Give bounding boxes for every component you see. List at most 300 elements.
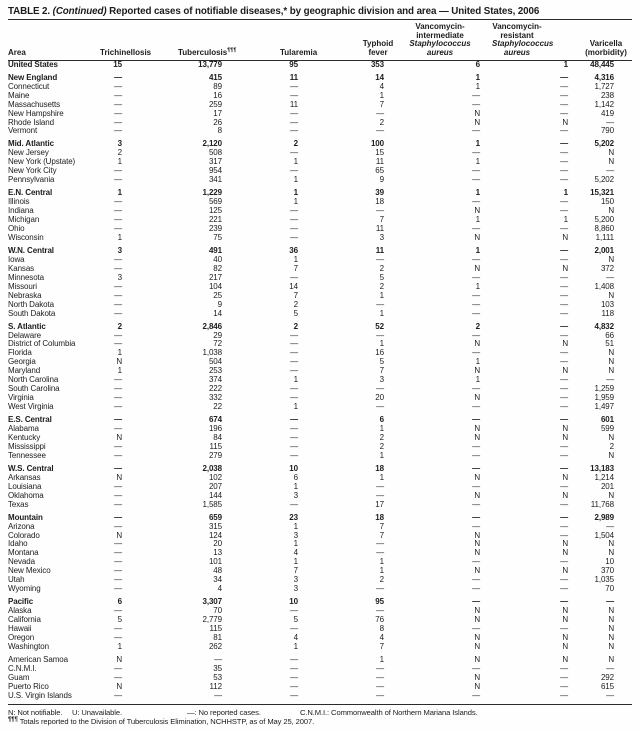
value-cell: 1 bbox=[293, 197, 298, 207]
value-cell: 2 bbox=[475, 321, 480, 331]
value-cell: 292 bbox=[600, 672, 614, 682]
value-cell: — bbox=[472, 690, 480, 700]
area-cell: W.N. Central bbox=[8, 245, 54, 255]
value-cell: — bbox=[376, 481, 384, 491]
value-cell: 1 bbox=[117, 641, 122, 651]
value-cell: N bbox=[474, 539, 480, 549]
value-cell: 15 bbox=[375, 148, 384, 158]
value-cell: 1 bbox=[379, 557, 384, 567]
value-cell: — bbox=[290, 166, 298, 176]
value-cell: 2 bbox=[379, 281, 384, 291]
value-cell: — bbox=[560, 281, 568, 291]
area-cell: Pacific bbox=[8, 597, 34, 607]
value-cell: 5 bbox=[117, 615, 122, 625]
table-row bbox=[8, 301, 632, 310]
value-cell: 1 bbox=[563, 188, 568, 198]
value-cell: — bbox=[560, 481, 568, 491]
value-cell: 14 bbox=[289, 281, 298, 291]
value-cell: N bbox=[608, 432, 614, 442]
footnote-not-notifiable: N: Not notifiable. bbox=[8, 707, 63, 717]
value-cell: 1 bbox=[293, 254, 298, 264]
value-cell: 11,768 bbox=[590, 499, 614, 509]
value-cell: — bbox=[290, 224, 298, 234]
value-cell: 239 bbox=[208, 224, 222, 234]
value-cell: N bbox=[116, 681, 122, 691]
value-cell: N bbox=[562, 539, 568, 549]
value-cell: 1 bbox=[379, 450, 384, 460]
value-cell: N bbox=[562, 606, 568, 616]
area-cell: E.S. Central bbox=[8, 415, 52, 425]
value-cell: — bbox=[376, 108, 384, 118]
value-cell: 615 bbox=[600, 681, 614, 691]
value-cell: — bbox=[290, 654, 298, 664]
column-header-area: Area bbox=[8, 20, 76, 60]
value-cell: 1 bbox=[117, 232, 122, 242]
value-cell: 81 bbox=[213, 633, 222, 642]
area-cell: North Dakota bbox=[8, 299, 54, 309]
table-row bbox=[8, 101, 632, 110]
area-cell: Iowa bbox=[8, 254, 25, 264]
value-cell: N bbox=[474, 530, 480, 540]
value-cell: 3 bbox=[293, 530, 298, 540]
value-cell: — bbox=[114, 126, 122, 136]
value-cell: N bbox=[474, 206, 480, 216]
area-cell: Guam bbox=[8, 672, 30, 682]
value-cell: — bbox=[290, 441, 298, 451]
value-cell: — bbox=[114, 90, 122, 100]
value-cell: 5 bbox=[293, 308, 298, 318]
value-cell: — bbox=[290, 606, 298, 616]
value-cell: — bbox=[472, 597, 480, 607]
value-cell: 1,585 bbox=[202, 499, 222, 509]
value-cell: 6 bbox=[379, 415, 384, 425]
value-cell: N bbox=[608, 148, 614, 158]
value-cell: 10 bbox=[605, 557, 614, 567]
value-cell: — bbox=[290, 690, 298, 700]
value-cell: 315 bbox=[208, 521, 222, 531]
area-cell: Oklahoma bbox=[8, 490, 44, 500]
value-cell: 1 bbox=[475, 215, 480, 225]
value-cell: 353 bbox=[370, 59, 384, 69]
area-cell: Minnesota bbox=[8, 272, 45, 282]
table-row bbox=[8, 127, 632, 136]
value-cell: — bbox=[472, 384, 480, 394]
table-body bbox=[8, 60, 632, 700]
footnote-marker: ¶¶¶ bbox=[227, 47, 237, 54]
value-cell: — bbox=[376, 681, 384, 691]
value-cell: 1,727 bbox=[594, 81, 614, 91]
value-cell: — bbox=[472, 254, 480, 264]
value-cell: — bbox=[114, 548, 122, 558]
value-cell: — bbox=[472, 90, 480, 100]
value-cell: 15 bbox=[113, 59, 122, 69]
area-cell: Mountain bbox=[8, 512, 43, 522]
value-cell: — bbox=[560, 81, 568, 91]
value-cell: — bbox=[290, 232, 298, 242]
value-cell: N bbox=[562, 548, 568, 558]
value-cell: — bbox=[376, 206, 384, 216]
value-cell: 659 bbox=[208, 512, 222, 522]
value-cell: 51 bbox=[605, 339, 614, 349]
table-row bbox=[8, 474, 632, 483]
value-cell: — bbox=[290, 108, 298, 118]
value-cell: — bbox=[290, 357, 298, 367]
value-cell: — bbox=[290, 117, 298, 127]
table-row bbox=[8, 434, 632, 443]
value-cell: — bbox=[560, 530, 568, 540]
value-cell: N bbox=[474, 681, 480, 691]
value-cell: — bbox=[560, 499, 568, 509]
value-cell: 1 bbox=[475, 357, 480, 367]
value-cell: 3 bbox=[293, 490, 298, 500]
value-cell: N bbox=[608, 366, 614, 376]
area-cell: Michigan bbox=[8, 215, 40, 225]
value-cell: — bbox=[114, 290, 122, 300]
table-row bbox=[8, 532, 632, 541]
value-cell: — bbox=[560, 402, 568, 412]
value-cell: 53 bbox=[213, 672, 222, 682]
value-cell: 1,035 bbox=[594, 575, 614, 585]
value-cell: 790 bbox=[600, 126, 614, 136]
table-row bbox=[8, 70, 632, 83]
value-cell: 1 bbox=[379, 339, 384, 349]
value-cell: 2 bbox=[609, 441, 614, 451]
table-row bbox=[8, 167, 632, 176]
value-cell: 1 bbox=[117, 157, 122, 167]
value-cell: N bbox=[562, 117, 568, 127]
table-row bbox=[8, 92, 632, 101]
value-cell: — bbox=[114, 499, 122, 509]
value-cell: — bbox=[214, 654, 222, 664]
value-cell: 2 bbox=[379, 263, 384, 273]
value-cell: — bbox=[114, 384, 122, 394]
table-row bbox=[8, 225, 632, 234]
value-cell: 1,142 bbox=[594, 99, 614, 109]
table-row bbox=[8, 234, 632, 243]
table-row bbox=[8, 483, 632, 492]
table-row bbox=[8, 60, 632, 69]
value-cell: — bbox=[560, 521, 568, 531]
value-cell: — bbox=[472, 512, 480, 522]
value-cell: 102 bbox=[208, 472, 222, 482]
value-cell: N bbox=[474, 432, 480, 442]
table-row bbox=[8, 594, 632, 607]
value-cell: 7 bbox=[293, 290, 298, 300]
value-cell: 36 bbox=[289, 245, 298, 255]
value-cell: 201 bbox=[600, 481, 614, 491]
table-row bbox=[8, 376, 632, 385]
area-cell: New Mexico bbox=[8, 566, 51, 576]
table-row bbox=[8, 576, 632, 585]
value-cell: 2 bbox=[117, 321, 122, 331]
value-cell: — bbox=[290, 432, 298, 442]
value-cell: 7 bbox=[379, 641, 384, 651]
value-cell: 1 bbox=[379, 566, 384, 576]
value-cell: — bbox=[290, 384, 298, 394]
area-cell: Utah bbox=[8, 575, 25, 585]
value-cell: 18 bbox=[375, 512, 384, 522]
value-cell: — bbox=[560, 512, 568, 522]
table-row bbox=[8, 149, 632, 158]
value-cell: — bbox=[114, 450, 122, 460]
value-cell: — bbox=[560, 245, 568, 255]
value-cell: 1 bbox=[293, 557, 298, 567]
value-cell: — bbox=[114, 99, 122, 109]
value-cell: — bbox=[290, 415, 298, 425]
value-cell: 7 bbox=[293, 566, 298, 576]
value-cell: — bbox=[472, 415, 480, 425]
value-cell: — bbox=[114, 402, 122, 412]
area-cell: Mid. Atlantic bbox=[8, 139, 54, 149]
value-cell: 1 bbox=[379, 424, 384, 434]
value-cell: 15,321 bbox=[590, 188, 614, 198]
area-cell: West Virginia bbox=[8, 402, 54, 412]
area-cell: Washington bbox=[8, 641, 49, 651]
value-cell: 259 bbox=[208, 99, 222, 109]
table-row bbox=[8, 558, 632, 567]
value-cell: 1 bbox=[563, 215, 568, 225]
table-row bbox=[8, 136, 632, 149]
value-cell: N bbox=[608, 615, 614, 625]
value-cell: 11 bbox=[375, 224, 384, 234]
value-cell: 70 bbox=[213, 606, 222, 616]
value-cell: 40 bbox=[213, 254, 222, 264]
value-cell: — bbox=[560, 308, 568, 318]
footer-rule bbox=[8, 704, 632, 705]
value-cell: 124 bbox=[208, 530, 222, 540]
value-cell: — bbox=[560, 108, 568, 118]
value-cell: 1 bbox=[563, 59, 568, 69]
value-cell: 103 bbox=[600, 299, 614, 309]
area-cell: Alaska bbox=[8, 606, 32, 616]
value-cell: 2,846 bbox=[202, 321, 222, 331]
value-cell: — bbox=[560, 224, 568, 234]
value-cell: — bbox=[560, 126, 568, 136]
value-cell: 221 bbox=[208, 215, 222, 225]
value-cell: 11 bbox=[289, 99, 298, 109]
area-cell: New York City bbox=[8, 166, 57, 176]
value-cell: 3 bbox=[379, 232, 384, 242]
header-row bbox=[8, 20, 632, 60]
value-cell: — bbox=[472, 348, 480, 358]
value-cell: N bbox=[562, 263, 568, 273]
value-cell: — bbox=[376, 539, 384, 549]
area-cell: Hawaii bbox=[8, 624, 32, 634]
area-cell: California bbox=[8, 615, 41, 625]
value-cell: — bbox=[290, 215, 298, 225]
table-row bbox=[8, 567, 632, 576]
value-cell: — bbox=[560, 584, 568, 594]
value-cell: — bbox=[114, 539, 122, 549]
value-cell: 332 bbox=[208, 393, 222, 403]
table-row bbox=[8, 283, 632, 292]
value-cell: N bbox=[116, 357, 122, 367]
value-cell: 23 bbox=[289, 512, 298, 522]
value-cell: N bbox=[562, 566, 568, 576]
value-cell: 2 bbox=[379, 575, 384, 585]
value-cell: — bbox=[560, 175, 568, 185]
value-cell: 7 bbox=[379, 99, 384, 109]
value-cell: — bbox=[114, 81, 122, 91]
area-cell: United States bbox=[8, 59, 58, 69]
value-cell: 13,779 bbox=[198, 59, 222, 69]
value-cell: N bbox=[608, 490, 614, 500]
area-cell: New Hampshire bbox=[8, 108, 64, 118]
value-cell: — bbox=[560, 690, 568, 700]
value-cell: — bbox=[472, 441, 480, 451]
value-cell: N bbox=[562, 339, 568, 349]
value-cell: 34 bbox=[213, 575, 222, 585]
value-cell: 1 bbox=[475, 157, 480, 167]
column-header: Vancomycin- intermediate Staphylococcus aureus bbox=[396, 20, 492, 60]
value-cell: — bbox=[114, 415, 122, 425]
value-cell: 3 bbox=[379, 375, 384, 385]
value-cell: 5 bbox=[379, 272, 384, 282]
value-cell: 1 bbox=[293, 188, 298, 198]
value-cell: 674 bbox=[208, 415, 222, 425]
area-cell: Illinois bbox=[8, 197, 30, 207]
value-cell: N bbox=[474, 548, 480, 558]
value-cell: — bbox=[560, 206, 568, 216]
table-row bbox=[8, 358, 632, 367]
value-cell: N bbox=[608, 641, 614, 651]
value-cell: — bbox=[114, 254, 122, 264]
value-cell: N bbox=[608, 348, 614, 358]
value-cell: — bbox=[472, 290, 480, 300]
value-cell: — bbox=[560, 148, 568, 158]
value-cell: — bbox=[114, 339, 122, 349]
column-header: Vancomycin- resistant Staphylococcus aureus bbox=[492, 20, 580, 60]
area-cell: New England bbox=[8, 72, 58, 82]
value-cell: 3,307 bbox=[202, 597, 222, 607]
table-row bbox=[8, 198, 632, 207]
area-cell: C.N.M.I. bbox=[8, 663, 37, 673]
value-cell: — bbox=[606, 375, 614, 385]
value-cell: — bbox=[560, 375, 568, 385]
value-cell: 4 bbox=[293, 633, 298, 642]
value-cell: N bbox=[116, 530, 122, 540]
value-cell: N bbox=[474, 566, 480, 576]
area-cell: Louisiana bbox=[8, 481, 42, 491]
value-cell: 374 bbox=[208, 375, 222, 385]
value-cell: N bbox=[474, 472, 480, 482]
value-cell: N bbox=[474, 672, 480, 682]
value-cell: — bbox=[114, 672, 122, 682]
value-cell: N bbox=[608, 539, 614, 549]
value-cell: 35 bbox=[213, 663, 222, 673]
value-cell: — bbox=[114, 690, 122, 700]
value-cell: 1 bbox=[475, 245, 480, 255]
value-cell: 16 bbox=[213, 90, 222, 100]
value-cell: 1 bbox=[379, 290, 384, 300]
table-row bbox=[8, 452, 632, 461]
value-cell: — bbox=[114, 117, 122, 127]
value-cell: 253 bbox=[208, 366, 222, 376]
value-cell: — bbox=[114, 215, 122, 225]
value-cell: — bbox=[114, 606, 122, 616]
table-row bbox=[8, 692, 632, 701]
value-cell: — bbox=[472, 330, 480, 340]
value-cell: 341 bbox=[208, 175, 222, 185]
table-row bbox=[8, 625, 632, 634]
value-cell: 599 bbox=[600, 424, 614, 434]
value-cell: — bbox=[290, 272, 298, 282]
value-cell: — bbox=[472, 499, 480, 509]
table-row bbox=[8, 523, 632, 532]
area-cell: Ohio bbox=[8, 224, 25, 234]
table-row bbox=[8, 665, 632, 674]
value-cell: 1 bbox=[117, 366, 122, 376]
value-cell: 2,989 bbox=[594, 512, 614, 522]
value-cell: 144 bbox=[208, 490, 222, 500]
value-cell: 11 bbox=[375, 245, 384, 255]
value-cell: 2,038 bbox=[202, 463, 222, 473]
value-cell: — bbox=[290, 348, 298, 358]
value-cell: — bbox=[290, 366, 298, 376]
value-cell: — bbox=[290, 672, 298, 682]
table-row bbox=[8, 443, 632, 452]
footnote-unavailable: U: Unavailable. bbox=[72, 707, 122, 717]
value-cell: — bbox=[560, 290, 568, 300]
value-cell: 4,316 bbox=[594, 72, 614, 82]
value-cell: — bbox=[560, 321, 568, 331]
value-cell: — bbox=[376, 490, 384, 500]
value-cell: 1,504 bbox=[594, 530, 614, 540]
value-cell: — bbox=[114, 263, 122, 273]
value-cell: — bbox=[114, 308, 122, 318]
value-cell: 104 bbox=[208, 281, 222, 291]
value-cell: — bbox=[560, 393, 568, 403]
area-cell: Oregon bbox=[8, 633, 35, 642]
table-row bbox=[8, 549, 632, 558]
value-cell: N bbox=[474, 641, 480, 651]
value-cell: — bbox=[376, 254, 384, 264]
footnote-marker: ¶¶¶ bbox=[8, 716, 18, 723]
area-cell: W.S. Central bbox=[8, 463, 54, 473]
value-cell: — bbox=[290, 330, 298, 340]
value-cell: — bbox=[114, 393, 122, 403]
value-cell: — bbox=[560, 157, 568, 167]
area-cell: South Dakota bbox=[8, 308, 56, 318]
area-cell: Kansas bbox=[8, 263, 35, 273]
value-cell: 1 bbox=[293, 157, 298, 167]
value-cell: 1 bbox=[293, 375, 298, 385]
value-cell: — bbox=[376, 402, 384, 412]
value-cell: 3 bbox=[117, 272, 122, 282]
value-cell: N bbox=[608, 654, 614, 664]
value-cell: N bbox=[474, 633, 480, 642]
value-cell: N bbox=[608, 633, 614, 642]
value-cell: — bbox=[472, 308, 480, 318]
table-row bbox=[8, 110, 632, 119]
value-cell: 101 bbox=[208, 557, 222, 567]
value-cell: 5,202 bbox=[594, 175, 614, 185]
continued-label: (Continued) bbox=[52, 6, 107, 17]
value-cell: 3 bbox=[117, 245, 122, 255]
value-cell: — bbox=[472, 624, 480, 634]
value-cell: 238 bbox=[600, 90, 614, 100]
value-cell: — bbox=[560, 272, 568, 282]
table-row bbox=[8, 412, 632, 425]
value-cell: 9 bbox=[379, 175, 384, 185]
value-cell: 26 bbox=[213, 117, 222, 127]
value-cell: 1,038 bbox=[202, 348, 222, 358]
area-cell: Nevada bbox=[8, 557, 35, 567]
value-cell: 5 bbox=[379, 357, 384, 367]
value-cell: 5 bbox=[293, 615, 298, 625]
value-cell: — bbox=[472, 402, 480, 412]
area-cell: Virginia bbox=[8, 393, 34, 403]
